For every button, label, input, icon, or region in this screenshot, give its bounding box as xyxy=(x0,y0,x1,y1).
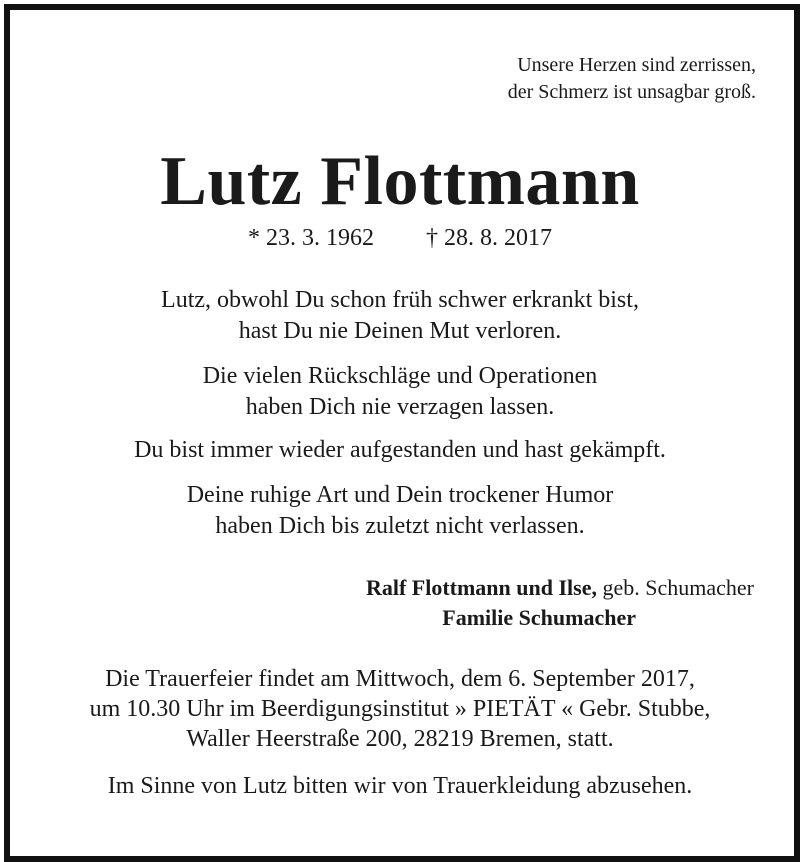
life-dates xyxy=(0,224,800,252)
funeral-line: Waller Heerstraße 200, 28219 Bremen, statt. xyxy=(186,726,614,752)
poem-line: Lutz, obwohl Du schon früh schwer erkrankt bist, xyxy=(161,287,639,313)
poem-line: Du bist immer wieder aufgestanden und hast gekämpft. xyxy=(134,437,666,463)
death-date: † 28. 8. 2017 xyxy=(426,225,552,251)
mourner-family: Familie Schumacher xyxy=(442,605,636,630)
funeral-line: Die Trauerfeier findet am Mittwoch, dem 6. September 2017, xyxy=(105,666,695,692)
motto xyxy=(508,52,756,106)
poem-stanza xyxy=(0,285,800,347)
poem-stanza xyxy=(0,480,800,542)
poem-line: hast Du nie Deinen Mut verloren. xyxy=(238,318,562,344)
deceased-name: Lutz Flottmann xyxy=(160,143,640,220)
poem-line: haben Dich nie verzagen lassen. xyxy=(245,394,555,420)
poem-line: haben Dich bis zuletzt nicht verlassen. xyxy=(215,513,585,539)
motto-line: der Schmerz ist unsagbar groß. xyxy=(507,81,756,103)
mourner-names: Ralf Flottmann und Ilse, xyxy=(365,575,597,600)
motto-line: Unsere Herzen sind zerrissen, xyxy=(517,54,756,76)
poem-stanza xyxy=(0,435,800,466)
poem-line: Deine ruhige Art und Dein trockener Humor xyxy=(186,482,614,508)
mourner-line xyxy=(366,603,754,633)
poem-stanza xyxy=(0,361,800,423)
dress-request: Im Sinne von Lutz bitten wir von Trauerkleidung abzusehen. xyxy=(107,773,693,799)
poem-line: Die vielen Rückschläge und Operationen xyxy=(202,363,598,389)
birth-date: * 23. 3. 1962 xyxy=(248,225,374,251)
funeral-line: um 10.30 Uhr im Beerdigungsinstitut » PIETÄT « Gebr. Stubbe, xyxy=(89,696,711,722)
mourner-maiden-name: geb. Schumacher xyxy=(597,575,754,600)
funeral-notice xyxy=(0,664,800,754)
mourner-line xyxy=(366,573,754,603)
mourners xyxy=(366,573,754,633)
